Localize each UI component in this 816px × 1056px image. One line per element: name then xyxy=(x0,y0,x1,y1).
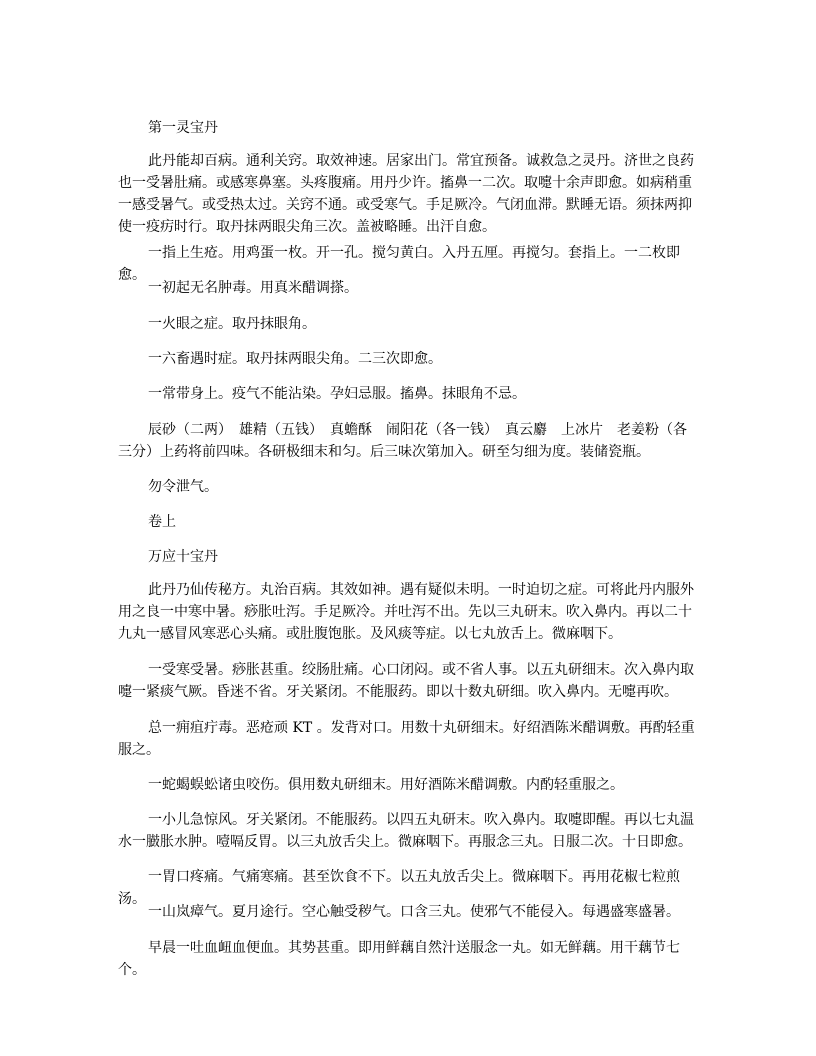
paragraph: 一山岚瘴气。夏月途行。空心触受秽气。口含三丸。使邪气不能侵入。每遇盛寒盛暑。 xyxy=(148,904,680,920)
paragraph: 一常带身上。疫气不能沾染。孕妇忌服。搐鼻。抹眼角不忌。 xyxy=(148,386,526,402)
paragraph: 早晨一吐血衄血便血。其势甚重。即用鲜藕自然汁送服念一丸。如无鲜藕。用干藕节七个。 xyxy=(118,940,680,978)
paragraph: 一胃口疼痛。气痛寒痛。甚至饮食不下。以五丸放舌尖上。微麻咽下。再用花椒七粒煎汤。 xyxy=(118,869,680,907)
paragraph: 勿令泄气。 xyxy=(148,479,218,495)
paragraph: 一火眼之症。取丹抹眼角。 xyxy=(148,316,316,332)
paragraph: 一小儿急惊风。牙关紧闭。不能服药。以四五丸研末。吹入鼻内。取嚏即醒。再以七丸温水一臌胀水肿。噎嗝反胃。以三丸放舌尖上。微麻咽下。再服念三丸。日服二次。十日即愈。 xyxy=(118,812,694,850)
section-title: 万应十宝丹 xyxy=(148,549,218,565)
section-title: 第一灵宝丹 xyxy=(148,120,218,136)
paragraph: 一初起无名肿毒。用真米醋调搽。 xyxy=(148,280,358,296)
paragraph: 总一痈疽疔毒。恶疮顽 KT 。发背对口。用数十丸研细末。好绍酒陈米醋调敷。再酌轻重服之。 xyxy=(118,720,695,758)
paragraph: 一六畜遇时症。取丹抹两眼尖角。二三次即愈。 xyxy=(148,351,442,367)
paragraph: 此丹能却百病。通利关窍。取效神速。居家出门。常宜预备。诚救急之灵丹。济世之良药也一受暑肚痛。或感寒鼻塞。头疼腹痛。用丹少许。搐鼻一二次。取嚏十余声即愈。如病稍重一感受暑气。或受热太过。关窍不通。或受寒气。手足厥冷。气闭血滞。默睡无语。须抹两抑使一疫疠时行。取丹抹两眼尖角三次。盖被略睡。出汗自愈。 xyxy=(118,153,694,235)
paragraph: 一指上生疮。用鸡蛋一枚。开一孔。搅匀黄白。入丹五厘。再搅匀。套指上。一二枚即愈。 xyxy=(118,245,680,283)
volume-heading: 卷上 xyxy=(148,514,176,530)
ingredient-list: 辰砂（二两） 雄精（五钱） 真蟾酥 闹阳花（各一钱） 真云麝 上冰片 老姜粉（各三分）上药将前四味。各研极细末和匀。后三味次第加入。研至匀细为度。装储瓷瓶。 xyxy=(118,422,687,460)
paragraph: 一受寒受暑。痧胀甚重。绞肠肚痛。心口闭闷。或不省人事。以五丸研细末。次入鼻内取嚏一紧痰气厥。昏迷不省。牙关紧闭。不能服药。即以十数丸研细。吹入鼻内。无嚏再吹。 xyxy=(118,662,694,700)
paragraph: 一蛇蝎蜈蚣诸虫咬伤。俱用数丸研细末。用好酒陈米醋调敷。内酌轻重服之。 xyxy=(148,777,624,793)
paragraph: 此丹乃仙传秘方。丸治百病。其效如神。遇有疑似未明。一时迫切之症。可将此丹内服外用之良一中寒中暑。痧胀吐泻。手足厥冷。并吐泻不出。先以三丸研末。吹入鼻内。再以二十九丸一感冒风寒恶心头痛。或肚腹饱胀。及风痰等症。以七丸放舌上。微麻咽下。 xyxy=(118,582,694,642)
